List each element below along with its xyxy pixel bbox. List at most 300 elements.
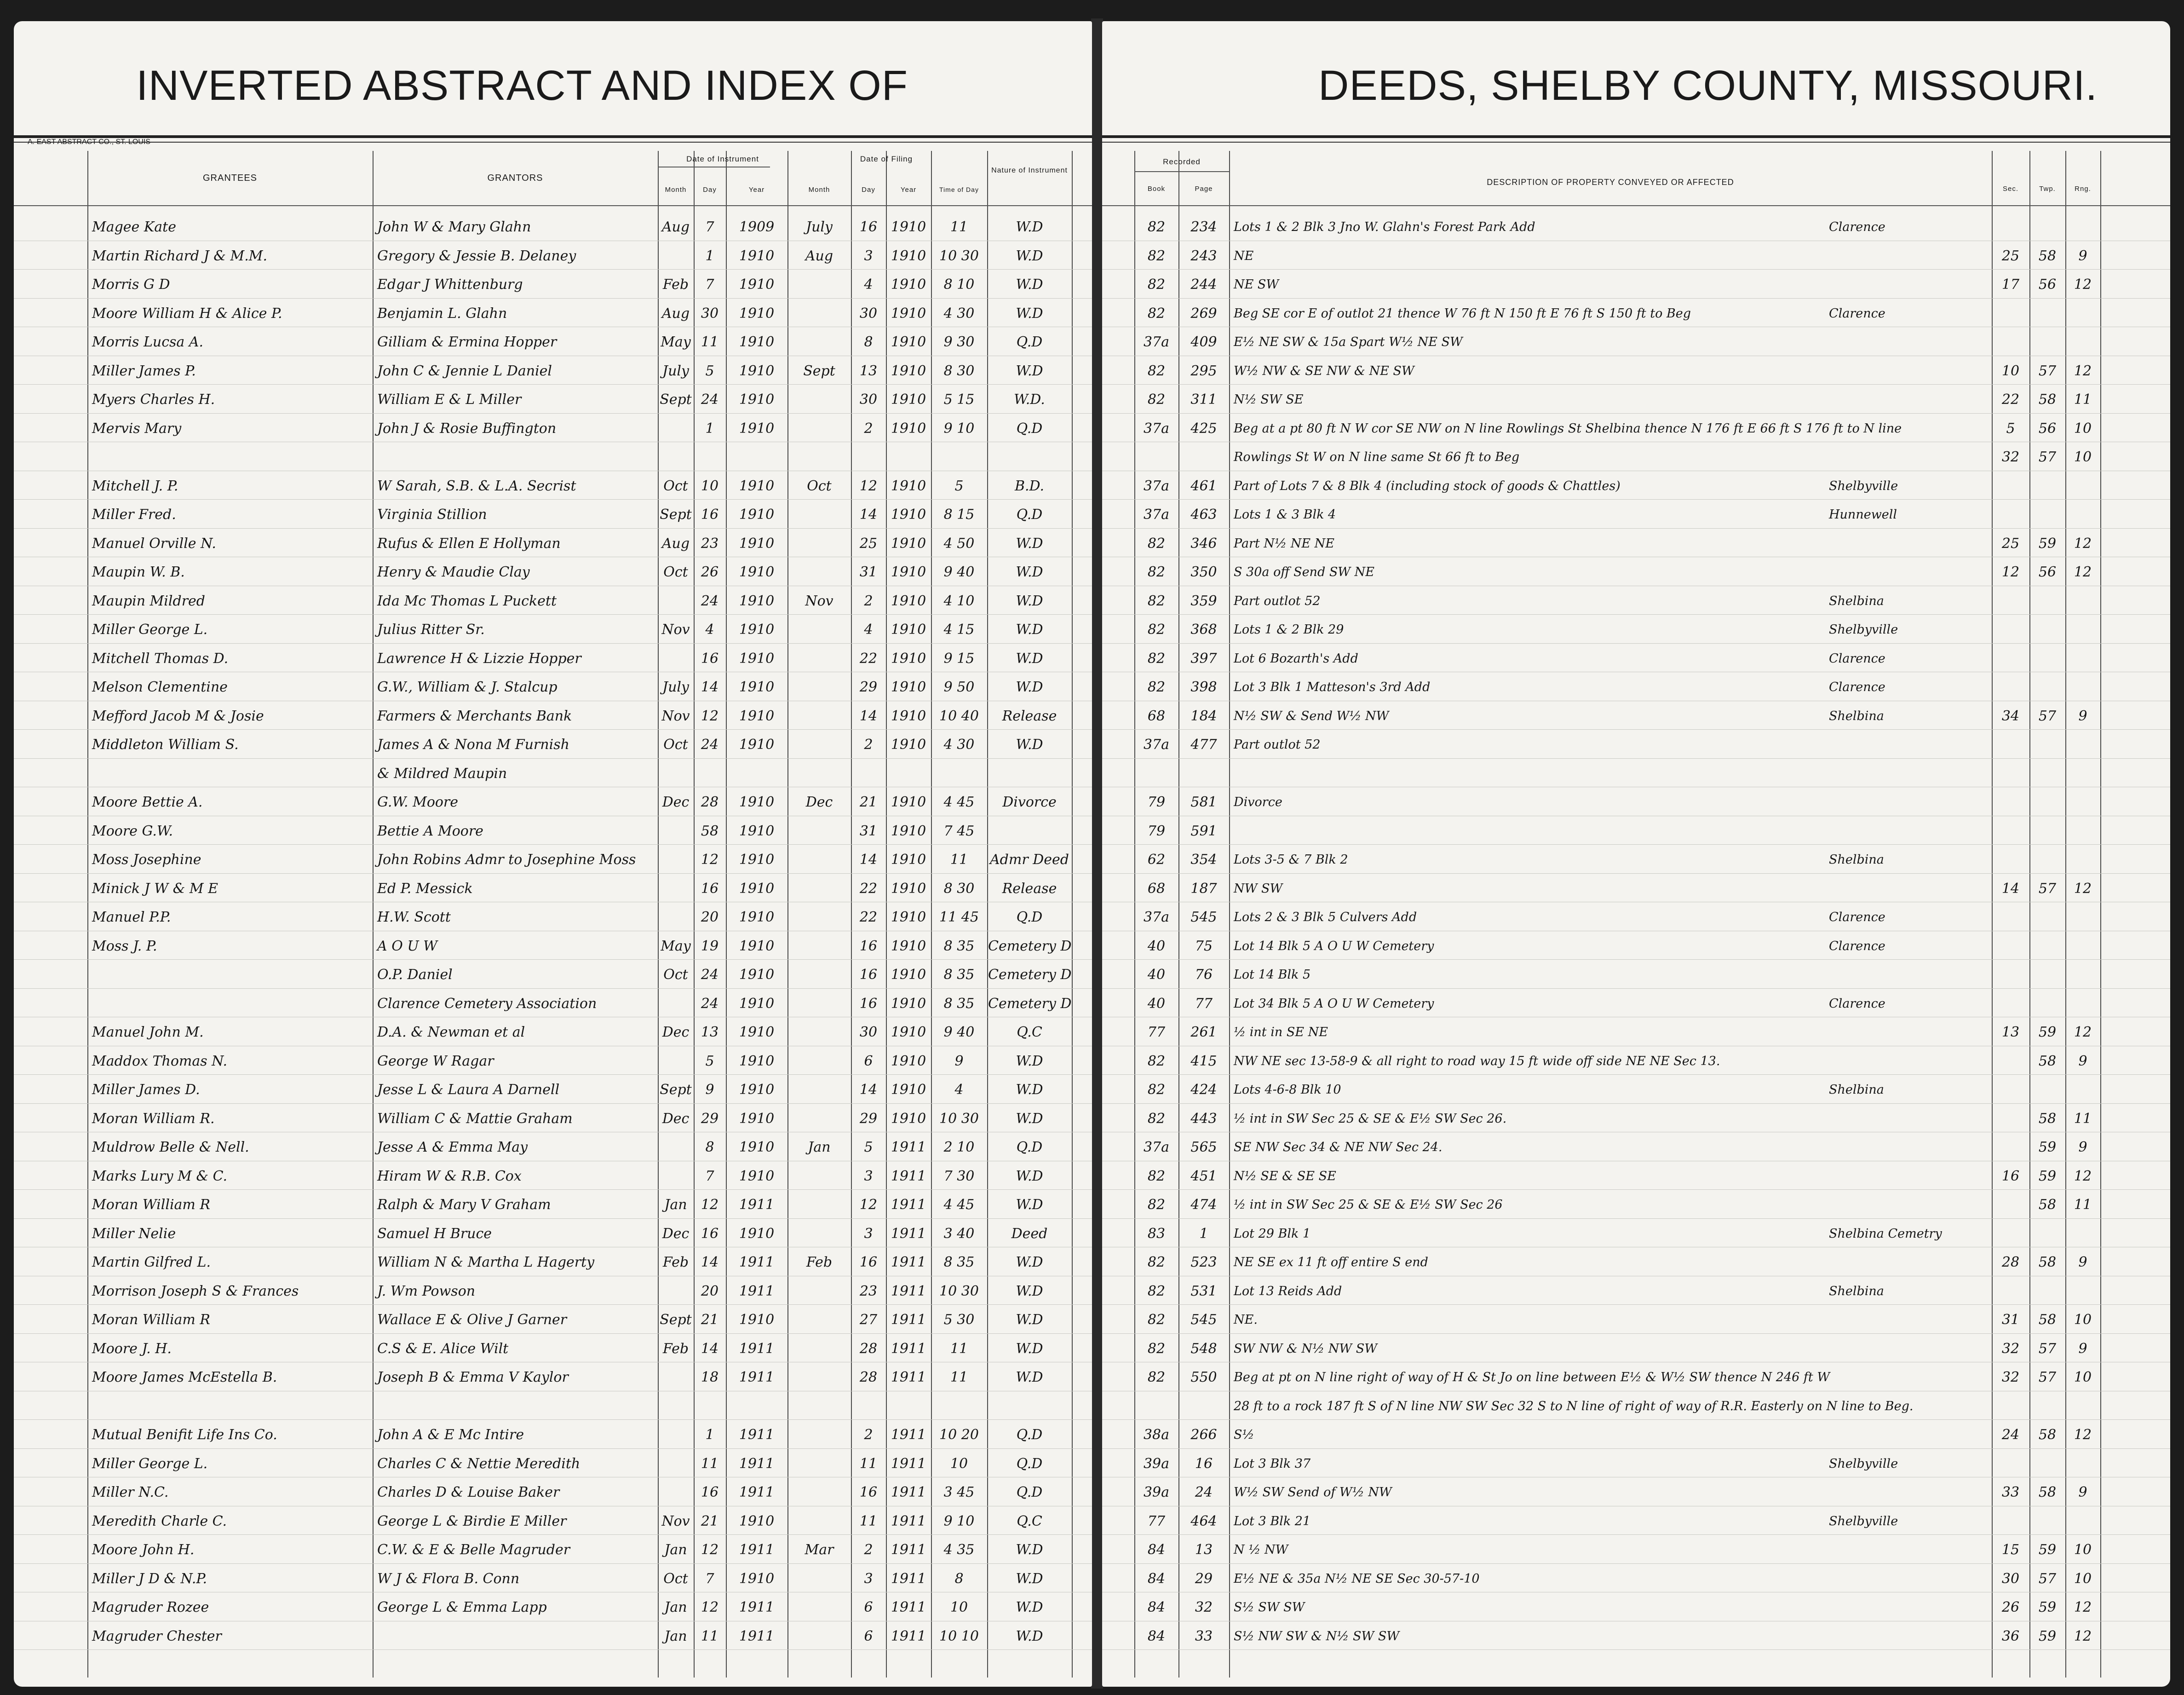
ledger-cell-fd	[852, 1395, 885, 1418]
ledger-cell-twp: 56	[2038, 564, 2057, 580]
ledger-cell-iy: 1910	[739, 1312, 775, 1328]
ledger-cell-sec	[1993, 763, 2029, 785]
ledger-cell-iy: 1910	[739, 737, 775, 753]
ledger-cell-iy: 1910	[739, 1110, 775, 1127]
ledger-cell-pg: 75	[1195, 938, 1213, 954]
ledger-cell-rng	[2066, 906, 2099, 928]
ledger-cell-iy: 1910	[739, 679, 775, 695]
ledger-cell-fy: 1910	[891, 852, 926, 868]
ledger-cell-twp	[2030, 1453, 2064, 1475]
ledger-cell-bk: 84	[1147, 1570, 1166, 1587]
ledger-cell-rng: 12	[2074, 535, 2092, 552]
ledger-cell-fy: 1910	[891, 535, 926, 552]
ledger-cell-pg: 545	[1190, 909, 1217, 925]
ledger-cell-twp: 59	[2038, 1168, 2057, 1184]
ledger-cell-nat	[988, 1395, 1071, 1418]
ledger-cell-fd: 11	[859, 1455, 878, 1472]
ledger-cell-grantee: Miller J D & N.P.	[92, 1570, 207, 1587]
ledger-cell-rng: 9	[2078, 1340, 2087, 1357]
ledger-cell-fm: Nov	[805, 593, 833, 609]
ledger-cell-desc: S½	[1234, 1428, 1254, 1442]
ledger-cell-t: 3 40	[943, 1225, 975, 1242]
ledger-cell-grantee: Martin Richard J & M.M.	[92, 248, 268, 264]
ledger-cell-im: Feb	[662, 1340, 689, 1357]
ledger-cell-fy: 1910	[891, 823, 926, 839]
ledger-cell-fm	[788, 1338, 850, 1360]
ledger-cell-desc: Lots 1 & 2 Blk 3 Jno W. Glahn's Forest Park Add	[1234, 220, 1535, 234]
ledger-cell-sec	[1993, 791, 2029, 813]
ledger-cell-fm	[788, 1424, 850, 1446]
ledger-cell-sec	[1993, 475, 2029, 497]
ledger-cell-nat: Q.C	[1017, 1513, 1042, 1529]
ledger-cell-iy	[727, 1395, 787, 1418]
ledger-cell-fy: 1910	[891, 909, 926, 925]
ledger-cell-rng	[2066, 1223, 2099, 1245]
ledger-cell-pg	[1179, 1395, 1228, 1418]
ledger-cell-grantor: Charles C & Nettie Meredith	[377, 1455, 580, 1472]
ledger-cell-fy	[887, 446, 930, 468]
ledger-cell-fy: 1910	[891, 880, 926, 897]
ledger-cell-fy: 1910	[891, 708, 926, 724]
ledger-cell-grantee: Mefford Jacob M & Josie	[92, 708, 264, 724]
ledger-cell-fd: 14	[859, 852, 878, 868]
ledger-cell-town	[1829, 878, 1990, 900]
ledger-cell-pg: 550	[1190, 1369, 1217, 1385]
ledger-cell-im: Jan	[664, 1599, 687, 1615]
ruled-line	[14, 1419, 1092, 1420]
ledger-cell-fd: 3	[864, 1168, 873, 1184]
ledger-cell-sec	[1993, 648, 2029, 670]
ledger-cell-twp	[2030, 216, 2064, 238]
ledger-cell-fm	[788, 1280, 850, 1303]
ledger-cell-town: Shelbina Cemetry	[1829, 1226, 1942, 1241]
ledger-cell-pg: 24	[1195, 1484, 1213, 1500]
ledger-cell-fy: 1911	[891, 1369, 926, 1385]
ledger-cell-twp	[2030, 504, 2064, 526]
ledger-cell-rng	[2066, 964, 2099, 986]
ledger-cell-town	[1829, 1309, 1990, 1331]
ledger-cell-bk: 37a	[1143, 1139, 1170, 1155]
ledger-cell-pg: 477	[1190, 737, 1217, 753]
ledger-cell-town: Shelbyville	[1829, 479, 1898, 493]
ledger-cell-t: 9 10	[943, 1513, 975, 1529]
right-page-title: DEEDS, SHELBY COUNTY, MISSOURI.	[1318, 62, 2098, 109]
ledger-cell-desc: Lot 3 Blk 21	[1234, 1514, 1311, 1528]
ledger-cell-t: 4 30	[943, 305, 975, 322]
ledger-cell-grantee: Miller Fred.	[92, 507, 176, 523]
ledger-cell-sec: 34	[2001, 708, 2020, 724]
ledger-cell-bk: 82	[1147, 535, 1166, 552]
ledger-cell-im: Dec	[662, 1110, 690, 1127]
ledger-cell-sec	[1993, 331, 2029, 353]
ledger-cell-iy: 1910	[739, 1024, 775, 1040]
ledger-cell-rng	[2066, 619, 2099, 641]
ledger-cell-id: 24	[701, 995, 719, 1012]
ledger-cell-desc: NE SW	[1234, 277, 1279, 292]
ledger-cell-desc: N½ SE & SE SE	[1234, 1169, 1336, 1183]
ledger-cell-rng: 10	[2074, 1542, 2092, 1558]
ruled-line	[14, 1649, 1092, 1650]
ledger-cell-town	[1829, 1395, 1990, 1418]
ledger-cell-fm	[788, 878, 850, 900]
ledger-cell-fd: 31	[859, 564, 878, 580]
ledger-cell-twp	[2030, 1079, 2064, 1101]
ruled-line	[1102, 1304, 2170, 1305]
ledger-cell-id: 18	[701, 1369, 719, 1385]
ledger-cell-town: Shelbyville	[1829, 1514, 1898, 1528]
ledger-cell-bk: 79	[1147, 794, 1166, 810]
ledger-cell-town	[1829, 1108, 1990, 1130]
ledger-cell-grantor: G.W. Moore	[377, 794, 459, 810]
ledger-cell-fd: 6	[864, 1628, 873, 1644]
ledger-cell-grantee: Melson Clementine	[92, 679, 228, 695]
ruled-line	[1102, 643, 2170, 644]
ledger-cell-fd: 2	[864, 593, 873, 609]
ledger-cell-town	[1829, 1021, 1990, 1044]
ledger-cell-desc: Beg at a pt 80 ft N W cor SE NW on N line Rowlings St Shelbina thence N 176 ft E 66 ft S 176 ft to N line	[1234, 421, 1902, 436]
ledger-cell-grantee: Myers Charles H.	[92, 392, 215, 408]
ledger-cell-pg: 1	[1199, 1225, 1208, 1242]
ruled-line	[1102, 1419, 2170, 1420]
ledger-cell-fm	[788, 705, 850, 727]
ledger-cell-grantor: George L & Birdie E Miller	[377, 1513, 567, 1529]
ledger-cell-grantee: Morrison Joseph S & Frances	[92, 1283, 299, 1299]
ledger-cell-fy: 1910	[891, 305, 926, 322]
ruled-line	[14, 1074, 1092, 1075]
ledger-cell-fy: 1911	[891, 1599, 926, 1615]
ledger-cell-grantor: Lawrence H & Lizzie Hopper	[377, 650, 581, 667]
ledger-cell-desc: NE	[1234, 248, 1254, 263]
ruled-line	[14, 873, 1092, 874]
ledger-cell-fm	[788, 418, 850, 440]
ledger-cell-town: Clarence	[1829, 910, 1885, 924]
ledger-cell-t: 2 10	[943, 1139, 975, 1155]
ledger-cell-sec	[1993, 993, 2029, 1015]
left-page-title: INVERTED ABSTRACT AND INDEX OF	[136, 62, 908, 109]
ledger-cell-id: 10	[701, 478, 719, 494]
ledger-cell-grantee: Miller N.C.	[92, 1484, 169, 1500]
ledger-cell-grantor: Ida Mc Thomas L Puckett	[377, 593, 557, 609]
ledger-cell-bk: 82	[1147, 219, 1166, 235]
ruled-line	[1102, 1218, 2170, 1219]
ledger-cell-grantee: Moran William R	[92, 1312, 211, 1328]
ledger-cell-rng	[2066, 504, 2099, 526]
ledger-cell-twp: 58	[2038, 1484, 2057, 1500]
ledger-cell-town	[1829, 1482, 1990, 1504]
ledger-cell-grantor	[377, 1395, 653, 1418]
ledger-cell-iy: 1910	[739, 1168, 775, 1184]
ledger-cell-grantee: Moore J. H.	[92, 1340, 172, 1357]
ledger-cell-fm	[788, 849, 850, 871]
ledger-cell-grantee: Moran William R.	[92, 1110, 215, 1127]
header-bottom-rule	[14, 205, 1092, 206]
ledger-cell-fm	[788, 1482, 850, 1504]
ledger-cell-desc: NW NE sec 13-58-9 & all right to road way 15 ft wide off side NE NE Sec 13.	[1234, 1054, 1720, 1068]
ledger-cell-id: 8	[705, 1139, 714, 1155]
ledger-cell-sec	[1993, 820, 2029, 842]
ledger-cell-nat: W.D	[1016, 1053, 1043, 1069]
ledger-cell-grantee	[92, 763, 368, 785]
ledger-cell-fd: 5	[864, 1139, 873, 1155]
ledger-cell-t: 4 30	[943, 737, 975, 753]
ledger-cell-t: 9 40	[943, 564, 975, 580]
ledger-cell-nat: W.D	[1016, 535, 1043, 552]
ledger-cell-fm	[788, 734, 850, 756]
ledger-cell-desc: Lots 1 & 3 Blk 4	[1234, 507, 1336, 522]
ledger-cell-t: 10	[950, 1599, 968, 1615]
ledger-cell-pg: 234	[1190, 219, 1217, 235]
ledger-cell-grantee: Middleton William S.	[92, 737, 239, 753]
header-rng: Rng.	[2075, 185, 2091, 193]
ledger-cell-sec: 13	[2001, 1024, 2020, 1040]
ledger-cell-sec: 12	[2001, 564, 2020, 580]
ledger-cell-bk: 82	[1147, 392, 1166, 408]
ledger-cell-t: 8 35	[943, 995, 975, 1012]
ledger-cell-twp: 58	[2038, 1427, 2057, 1443]
ledger-cell-rng: 11	[2074, 1110, 2092, 1127]
ledger-cell-nat: W.D	[1016, 1340, 1043, 1357]
ledger-cell-grantor: & Mildred Maupin	[377, 765, 507, 782]
ledger-cell-id: 29	[701, 1110, 719, 1127]
ruled-line	[1102, 844, 2170, 845]
ledger-cell-im	[659, 648, 693, 670]
ledger-cell-im	[659, 1424, 693, 1446]
ledger-cell-sec	[1993, 1280, 2029, 1303]
ledger-cell-t: 8 35	[943, 1254, 975, 1270]
ledger-cell-grantee: Moore Bettie A.	[92, 794, 203, 810]
ledger-cell-id: 20	[701, 909, 719, 925]
ledger-cell-t: 4 15	[943, 622, 975, 638]
ledger-cell-fy: 1910	[891, 478, 926, 494]
ledger-cell-town	[1829, 1338, 1990, 1360]
ledger-cell-iy: 1910	[739, 1570, 775, 1587]
ledger-cell-grantee	[92, 446, 368, 468]
ledger-cell-bk: 68	[1147, 880, 1166, 897]
ledger-cell-im	[659, 1280, 693, 1303]
ledger-cell-desc: SW NW & N½ NW SW	[1234, 1341, 1377, 1356]
ledger-cell-sec	[1993, 1395, 2029, 1418]
ledger-cell-pg: 187	[1190, 880, 1217, 897]
ledger-cell-pg: 591	[1190, 823, 1217, 839]
header-date-filing: Date of Filing	[860, 155, 913, 163]
ledger-cell-id: 7	[705, 219, 714, 235]
ledger-cell-pg: 545	[1190, 1312, 1217, 1328]
ledger-cell-twp	[2030, 331, 2064, 353]
ledger-cell-bk: 77	[1147, 1513, 1166, 1529]
ledger-cell-nat: W.D	[1016, 650, 1043, 667]
ledger-cell-t: 4 45	[943, 794, 975, 810]
ruled-line	[1102, 528, 2170, 529]
ledger-cell-sec: 33	[2001, 1484, 2020, 1500]
ledger-cell-pg: 523	[1190, 1254, 1217, 1270]
ledger-cell-desc: Lot 34 Blk 5 A O U W Cemetery	[1234, 996, 1434, 1011]
ledger-cell-pg: 243	[1190, 248, 1217, 264]
ledger-cell-fy: 1911	[891, 1312, 926, 1328]
ledger-cell-nat: Q.D	[1016, 909, 1043, 925]
ledger-cell-iy: 1911	[739, 1427, 775, 1443]
ledger-cell-fy: 1911	[891, 1513, 926, 1529]
ledger-cell-grantee: Meredith Charle C.	[92, 1513, 227, 1529]
ledger-cell-fm	[788, 1395, 850, 1418]
ledger-cell-fm	[788, 389, 850, 411]
ledger-cell-bk: 39a	[1143, 1484, 1170, 1500]
ledger-cell-town: Shelbina	[1829, 853, 1884, 867]
ledger-cell-nat: W.D	[1016, 1283, 1043, 1299]
ledger-cell-id: 12	[701, 1599, 719, 1615]
ledger-cell-pg: 359	[1190, 593, 1217, 609]
ledger-cell-rng: 10	[2074, 449, 2092, 465]
ledger-cell-bk: 82	[1147, 1197, 1166, 1213]
ledger-cell-nat: Q.D	[1016, 1455, 1043, 1472]
ledger-cell-im	[659, 1165, 693, 1188]
ledger-cell-desc: Lot 3 Blk 1 Matteson's 3rd Add	[1234, 680, 1431, 694]
ledger-cell-sec	[1993, 619, 2029, 641]
ledger-cell-twp	[2030, 303, 2064, 325]
title-rule	[1102, 135, 2170, 138]
ledger-cell-sec	[1993, 216, 2029, 238]
ledger-cell-pg: 425	[1190, 420, 1217, 437]
ledger-cell-fy	[887, 1395, 930, 1418]
ledger-cell-iy: 1910	[739, 967, 775, 983]
ledger-cell-t	[932, 446, 986, 468]
ledger-cell-t: 9 30	[943, 334, 975, 350]
ledger-cell-bk: 82	[1147, 1369, 1166, 1385]
ledger-cell-im: Aug	[661, 535, 690, 552]
ledger-cell-t: 11	[950, 1340, 968, 1357]
ledger-cell-iy: 1911	[739, 1369, 775, 1385]
ledger-cell-iy: 1910	[739, 1513, 775, 1529]
ledger-cell-fy: 1910	[891, 679, 926, 695]
ledger-cell-town	[1829, 1136, 1990, 1159]
ledger-cell-fd: 14	[859, 708, 878, 724]
ledger-cell-im	[659, 418, 693, 440]
ledger-cell-rng	[2066, 1079, 2099, 1101]
ledger-cell-twp: 59	[2038, 1024, 2057, 1040]
ledger-cell-nat: W.D	[1016, 622, 1043, 638]
ruled-line	[1102, 1534, 2170, 1535]
ledger-cell-grantee	[92, 1395, 368, 1418]
ledger-cell-id: 7	[705, 277, 714, 293]
ledger-cell-pg: 269	[1190, 305, 1217, 322]
ledger-cell-town	[1829, 820, 1990, 842]
ruled-line	[14, 614, 1092, 615]
ledger-cell-id	[695, 1395, 725, 1418]
ledger-cell-sec: 25	[2001, 535, 2020, 552]
ledger-cell-grantor: Jesse L & Laura A Darnell	[377, 1082, 560, 1098]
ledger-cell-fm	[788, 331, 850, 353]
ledger-cell-pg: 581	[1190, 794, 1217, 810]
ruled-line	[14, 1534, 1092, 1535]
ledger-cell-iy: 1911	[739, 1455, 775, 1472]
ledger-cell-desc: SE NW Sec 34 & NE NW Sec 24.	[1234, 1140, 1443, 1154]
ledger-cell-sec	[1993, 1050, 2029, 1072]
ledger-cell-twp: 57	[2038, 449, 2057, 465]
ledger-cell-desc: Lot 14 Blk 5	[1234, 968, 1311, 982]
ledger-cell-rng: 10	[2074, 1570, 2092, 1587]
header-twp: Twp.	[2039, 185, 2056, 193]
ledger-cell-grantee: Moore G.W.	[92, 823, 173, 839]
ledger-cell-desc: ½ int in SW Sec 25 & SE & E½ SW Sec 26.	[1234, 1111, 1507, 1126]
ledger-cell-fd: 16	[859, 1484, 878, 1500]
ledger-cell-fm	[788, 964, 850, 986]
ledger-cell-id: 26	[701, 564, 719, 580]
ledger-cell-id: 4	[705, 622, 714, 638]
ledger-cell-nat: W.D	[1016, 305, 1043, 322]
ledger-cell-im	[659, 245, 693, 267]
ledger-cell-iy: 1910	[739, 650, 775, 667]
ledger-cell-fy: 1910	[891, 593, 926, 609]
ledger-cell-grantor: J. Wm Powson	[377, 1283, 476, 1299]
ledger-cell-fy: 1911	[891, 1484, 926, 1500]
ledger-cell-fd: 8	[864, 334, 873, 350]
ledger-cell-desc: Lots 1 & 2 Blk 29	[1234, 623, 1344, 637]
ledger-cell-grantee: Mitchell J. P.	[92, 478, 178, 494]
ledger-cell-sec	[1993, 906, 2029, 928]
ruled-line	[14, 499, 1092, 500]
ledger-cell-fy	[887, 763, 930, 785]
ledger-cell-sec	[1993, 734, 2029, 756]
ledger-cell-bk: 37a	[1143, 478, 1170, 494]
ledger-cell-grantor: Ed P. Messick	[377, 880, 473, 897]
ledger-cell-fd: 28	[859, 1340, 878, 1357]
ledger-cell-fm	[788, 1194, 850, 1216]
ledger-cell-fy: 1910	[891, 1053, 926, 1069]
ledger-cell-fd: 27	[859, 1312, 878, 1328]
ledger-cell-nat	[988, 820, 1071, 842]
ruled-line	[14, 384, 1092, 385]
ledger-cell-twp: 59	[2038, 1139, 2057, 1155]
ledger-cell-town: Shelbyville	[1829, 623, 1898, 637]
ledger-cell-iy: 1910	[739, 305, 775, 322]
ledger-cell-sec	[1993, 303, 2029, 325]
ledger-cell-grantee: Manuel P.P.	[92, 909, 171, 925]
ledger-cell-grantee: Miller James D.	[92, 1082, 200, 1098]
ledger-cell-bk: 82	[1147, 1254, 1166, 1270]
ledger-cell-town	[1829, 1251, 1990, 1274]
ledger-cell-nat: W.D	[1016, 1168, 1043, 1184]
ledger-cell-nat: W.D	[1016, 363, 1043, 379]
ledger-cell-iy: 1909	[739, 219, 775, 235]
ledger-cell-id: 12	[701, 852, 719, 868]
ledger-cell-t: 10	[950, 1455, 968, 1472]
ledger-cell-fd: 23	[859, 1283, 878, 1299]
ledger-cell-twp: 58	[2038, 392, 2057, 408]
ledger-cell-twp: 58	[2038, 1110, 2057, 1127]
ledger-cell-grantor: John J & Rosie Buffington	[377, 420, 557, 437]
printer-mark: A. EAST ABSTRACT CO., ST. LOUIS	[28, 138, 151, 146]
ledger-cell-im: July	[662, 679, 689, 695]
ledger-cell-pg: 443	[1190, 1110, 1217, 1127]
ledger-cell-nat: Q.C	[1017, 1024, 1042, 1040]
ledger-cell-id: 7	[705, 1570, 714, 1587]
ledger-cell-pg: 354	[1190, 852, 1217, 868]
ruled-line	[1102, 1448, 2170, 1449]
ruled-line	[14, 269, 1092, 270]
ledger-cell-fy: 1911	[891, 1283, 926, 1299]
ledger-cell-grantor: John W & Mary Glahn	[377, 219, 531, 235]
ledger-cell-fd: 28	[859, 1369, 878, 1385]
ledger-cell-im	[659, 906, 693, 928]
ledger-cell-sec: 24	[2001, 1427, 2020, 1443]
ledger-cell-twp	[2030, 791, 2064, 813]
ledger-cell-iy: 1910	[739, 277, 775, 293]
ledger-cell-nat: W.D	[1016, 1254, 1043, 1270]
ledger-cell-fd: 4	[864, 277, 873, 293]
ledger-cell-town	[1829, 245, 1990, 267]
ledger-cell-grantee: Magruder Chester	[92, 1628, 222, 1644]
ledger-cell-nat: Release	[1002, 708, 1057, 724]
ledger-cell-pg: 16	[1195, 1455, 1213, 1472]
